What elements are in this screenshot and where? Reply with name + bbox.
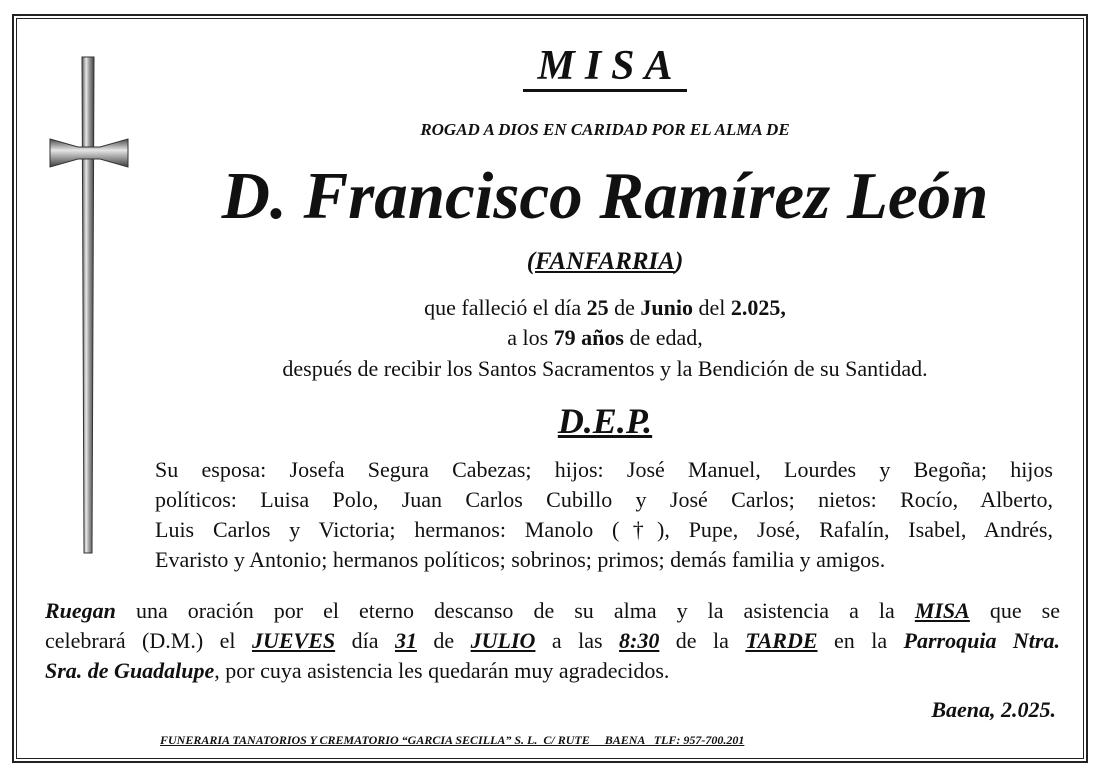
family-line: Su esposa: Josefa Segura Cabezas; hijos: José Manuel, Lourdes y Begoña; hijos (155, 457, 1053, 482)
family-line: políticos: Luisa Polo, Juan Carlos Cubillo y José Carlos; nietos: Rocío, Alberto, (155, 487, 1053, 512)
invitation-line: celebrará (D.M.) el JUEVES día 31 de JULIO a las 8:30 de la TARDE en la Parroquia Ntra. (45, 628, 1060, 653)
sacraments-line: después de recibir los Santos Sacramentos y la Bendición de su Santidad. (282, 356, 928, 381)
funeral-home-footer: FUNERARIA TANATORIOS Y CREMATORIO “GARCIA SECILLA” S. L. C/ RUTE BAENA TLF: 957-700.201 (160, 733, 745, 747)
deceased-name: D. Francisco Ramírez León (221, 159, 989, 233)
family-line: Evaristo y Antonio; hermanos políticos; sobrinos; primos; demás familia y amigos. (155, 547, 886, 572)
page-title: MISA (150, 42, 1060, 90)
age-line: a los 79 años de edad, (507, 325, 703, 350)
invocation-text: ROGAD A DIOS EN CARIDAD POR EL ALMA DE (420, 120, 790, 139)
place-date: Baena, 2.025. (931, 697, 1056, 722)
cross-icon (48, 55, 130, 555)
family-list (155, 455, 1053, 575)
invitation-line: Sra. de Guadalupe, por cuya asistencia les quedarán muy agradecidos. (45, 658, 670, 683)
dep-heading: D.E.P. (557, 401, 653, 441)
invitation-line: Ruegan una oración por el eterno descanso de su alma y la asistencia a la MISA que se (45, 598, 1061, 623)
mass-invitation (45, 596, 1060, 686)
nickname: (FANFARRIA) (526, 248, 684, 275)
death-date-line: que falleció el día 25 de Junio del 2.025, (424, 295, 786, 320)
family-line: Luis Carlos y Victoria; hermanos: Manolo (†), Pupe, José, Rafalín, Isabel, Andrés, (155, 517, 1053, 542)
